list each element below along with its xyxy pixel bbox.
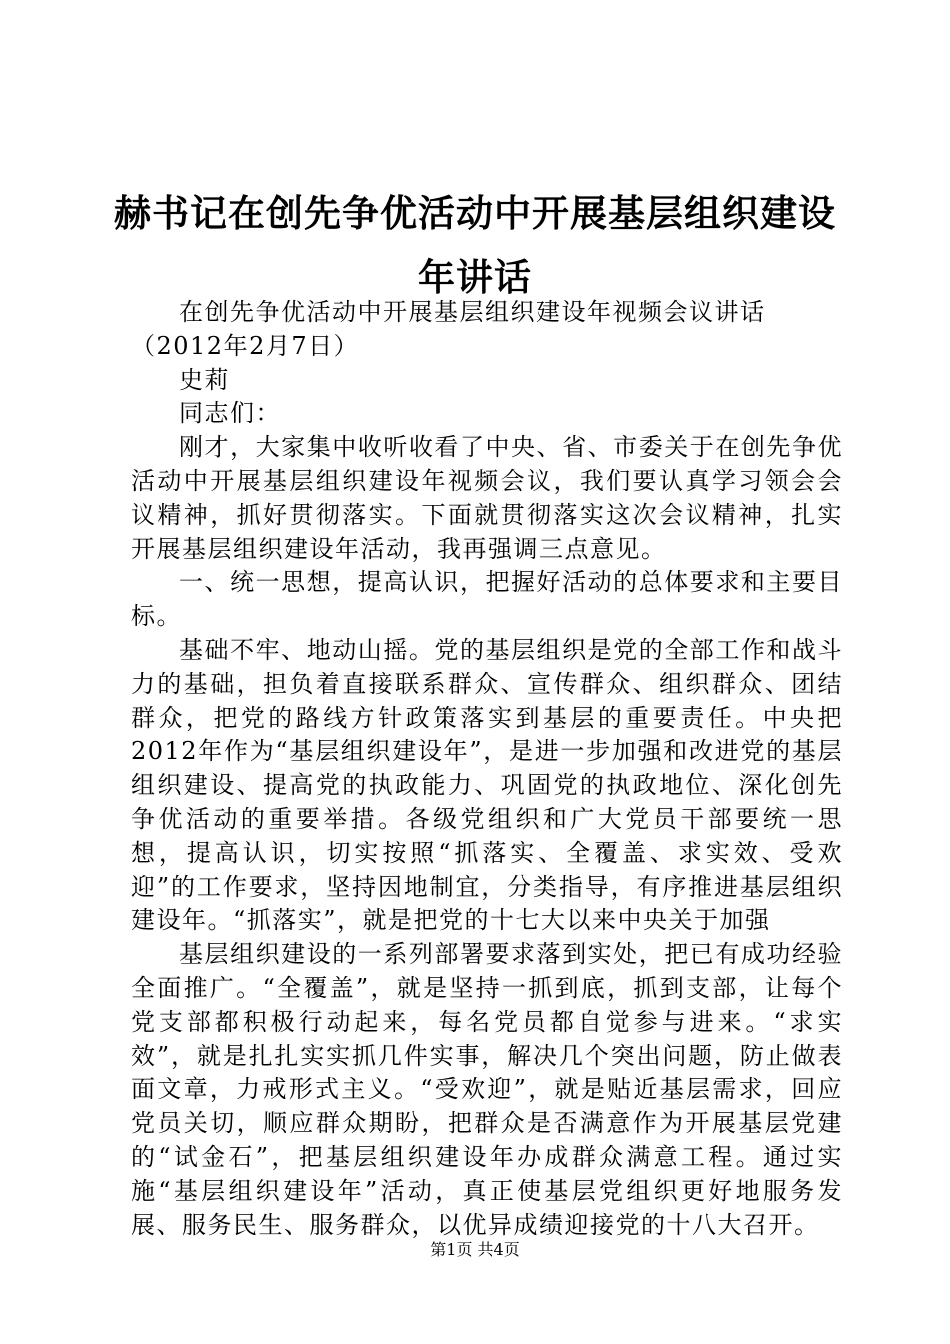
document-body <box>131 296 843 1242</box>
body-paragraph: 刚才，大家集中收听收看了中央、省、市委关于在创先争优活动中开展基层组织建设年视频会议，我们要认真学习领会会议精神，抓好贯彻落实。下面就贯彻落实这次会议精神，扎实开展基层组织建设年活动，我再强调三点意见。 <box>131 433 843 563</box>
subtitle-paragraph: 在创先争优活动中开展基层组织建设年视频会议讲话 <box>179 298 766 326</box>
speaker-paragraph: 史莉 <box>179 365 230 394</box>
page-number-footer: 第1页 共4页 <box>430 1240 520 1259</box>
date-paragraph: （2012年2月7日） <box>131 331 360 360</box>
body-paragraph: 基层组织建设的一系列部署要求落到实处，把已有成功经验全面推广。“全覆盖”，就是坚持一抓到底，抓到支部，让每个党支部都积极行动起来，每名党员都自觉参与进来。“求实效”，就是扎扎实实抓几件实事，解决几个突出问题，防止做表面文章，力戒形式主义。“受欢迎”，就是贴近基层需求，回应党员关切，顺应群众期盼，把群众是否满意作为开展基层党建的“试金石”，把基层组织建设年办成群众满意工程。通过实施“基层组织建设年”活动，真正使基层党组织更好地服务发展、服务民生、服务群众，以优异成绩迎接党的十八大召开。 <box>131 940 843 1239</box>
document-title: 赫书记在创先争优活动中开展基层组织建设年讲话 <box>114 192 836 299</box>
salutation-paragraph: 同志们： <box>179 399 281 428</box>
section-heading: 一、统一思想，提高认识，把握好活动的总体要求和主要目标。 <box>131 568 843 631</box>
body-paragraph: 基础不牢、地动山摇。党的基层组织是党的全部工作和战斗力的基础，担负着直接联系群众、宣传群众、组织群众、团结群众，把党的路线方针政策落实到基层的重要责任。中央把2012年作为“基层组织建设年”，是进一步加强和改进党的基层组织建设、提高党的执政能力、巩固党的执政地位、深化创先争优活动的重要举措。各级党组织和广大党员干部要统一思想，提高认识，切实按照“抓落实、全覆盖、求实效、受欢迎”的工作要求，坚持因地制宜，分类指导，有序推进基层组织建设年。“抓落实”，就是把党的十七大以来中央关于加强 <box>131 635 843 935</box>
